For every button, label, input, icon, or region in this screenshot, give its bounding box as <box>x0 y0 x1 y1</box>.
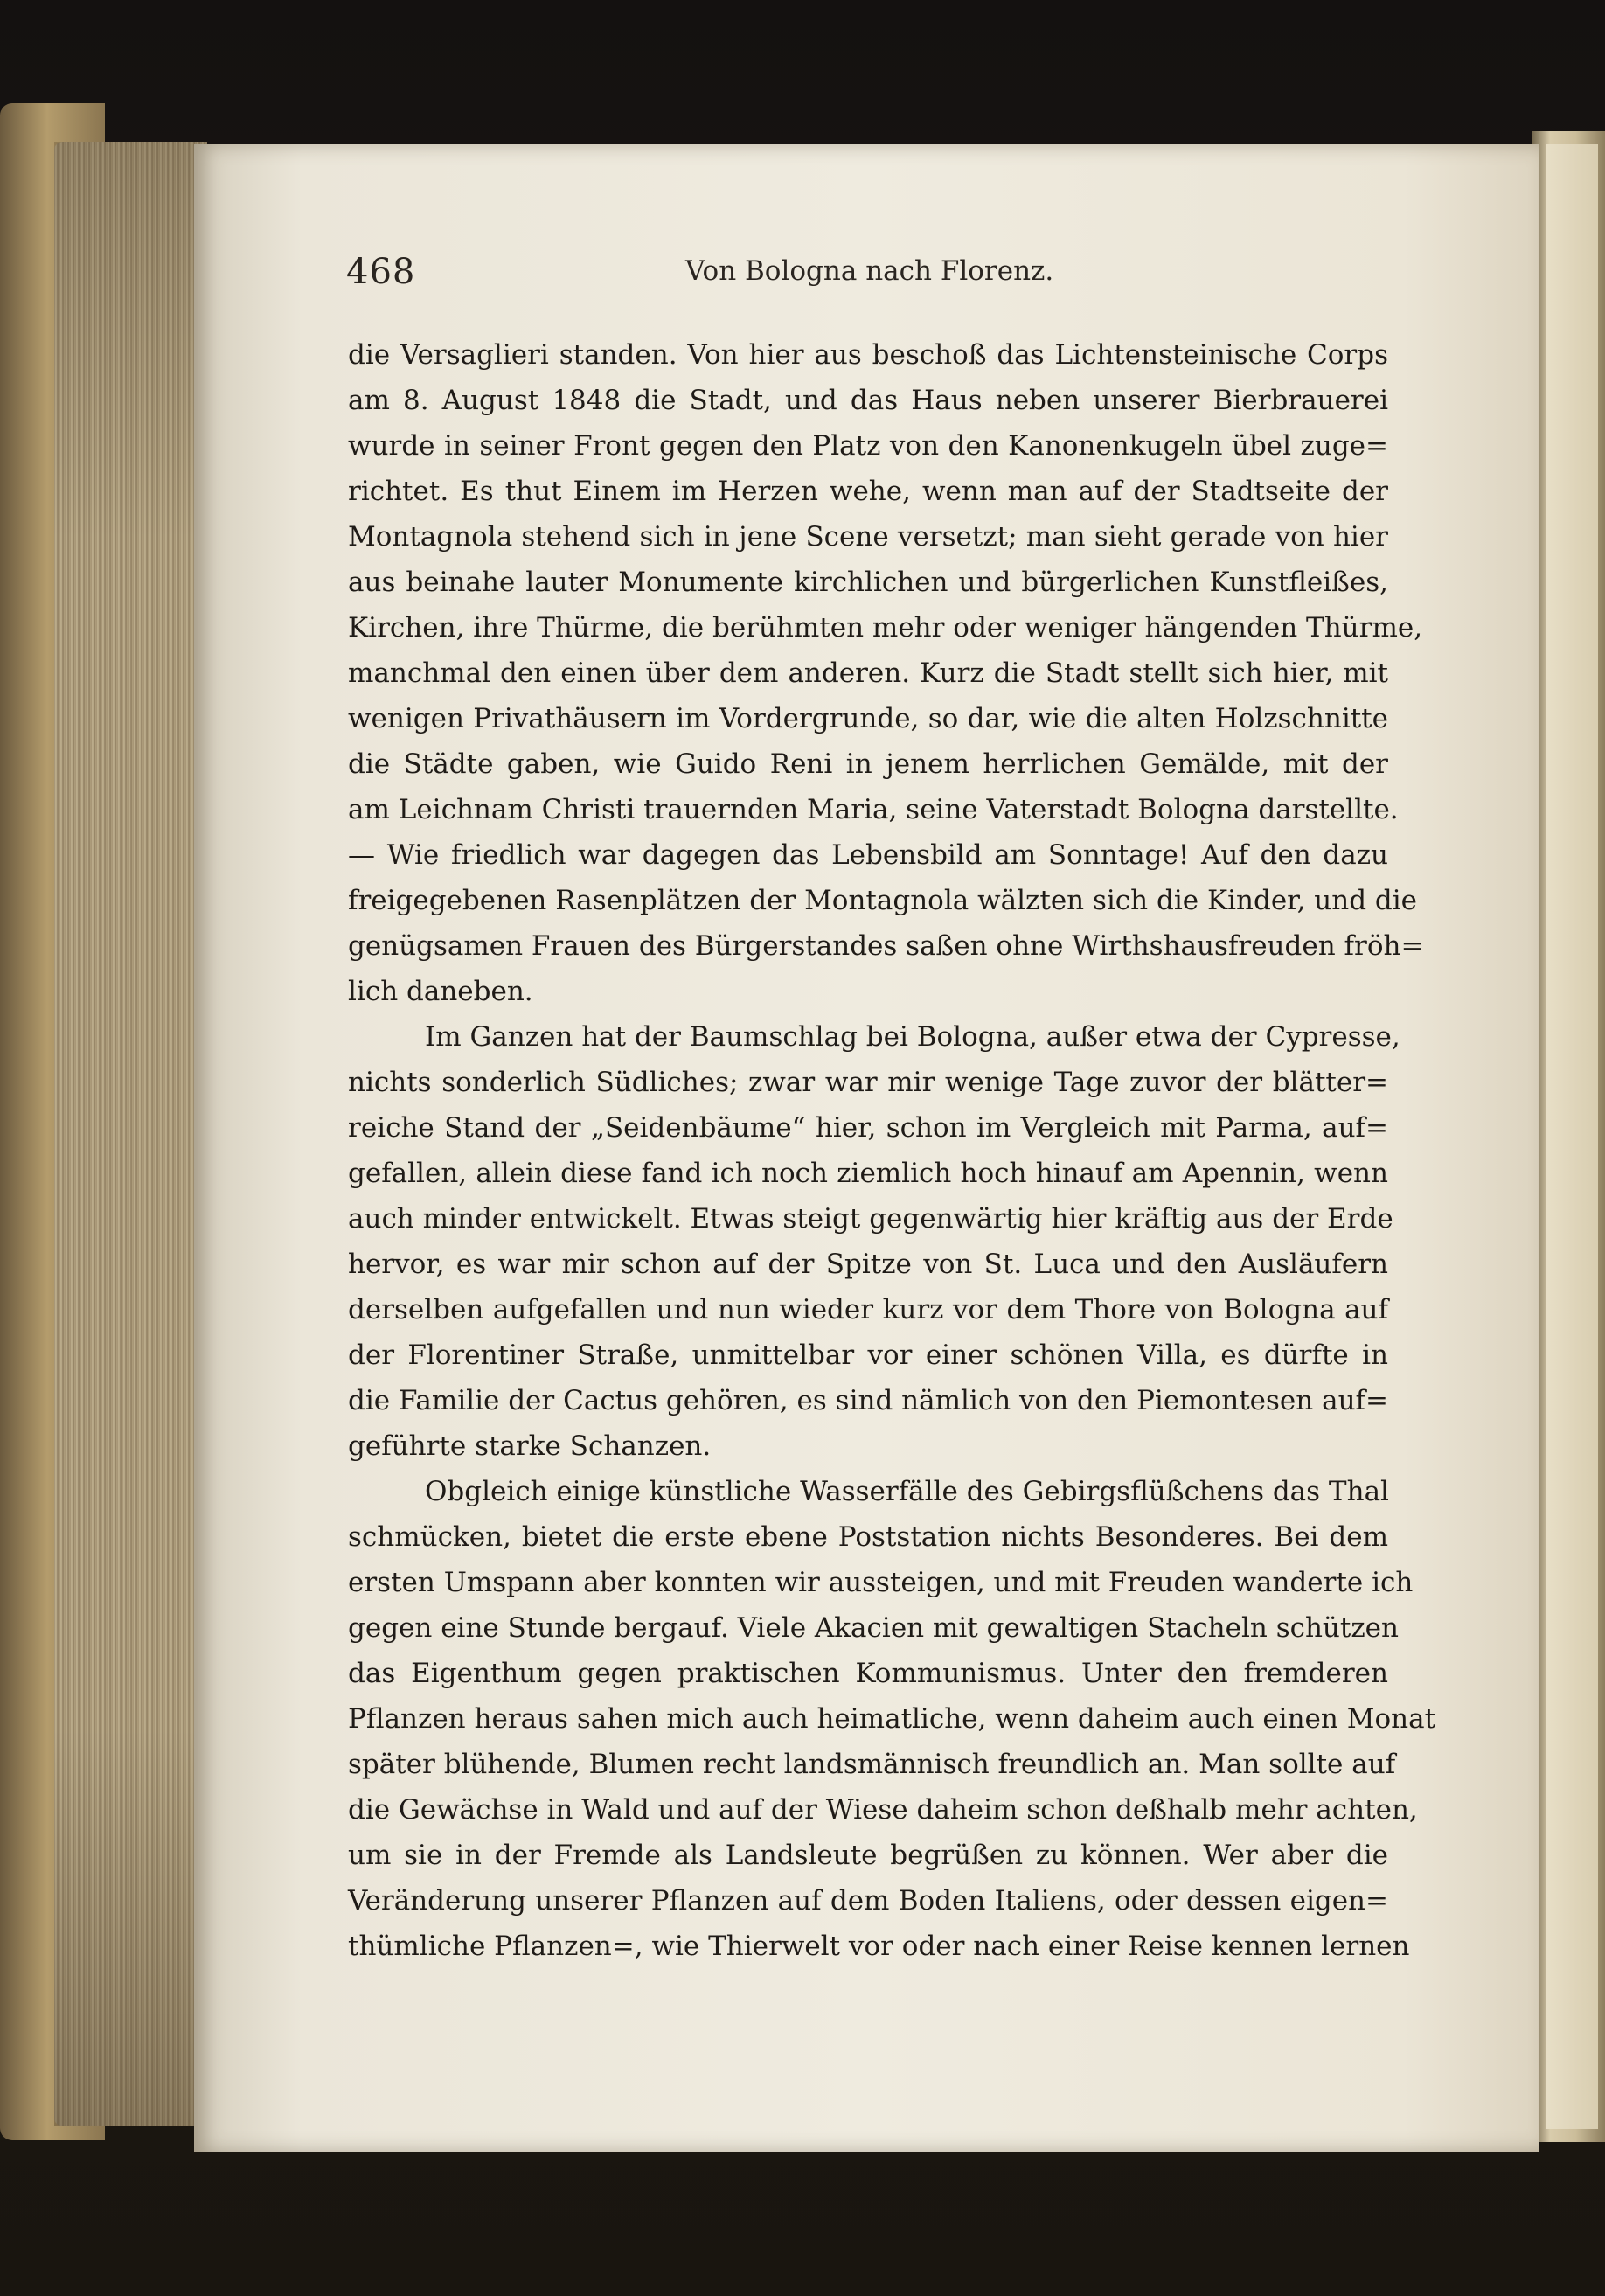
text-line: die Familie der Cactus gehören, es sind nämlich von den Piemontesen auf= <box>348 1385 1388 1416</box>
facing-page-sliver <box>1546 144 1598 2129</box>
text-line: am Leichnam Christi trauernden Maria, seine Vaterstadt Bologna darstellte. <box>348 794 1399 825</box>
text-line: Veränderung unserer Pflanzen auf dem Boden Italiens, oder dessen eigen= <box>348 1885 1388 1917</box>
text-line: Obgleich einige künstliche Wasserfälle des Gebirgsflüßchens das Thal <box>425 1476 1389 1507</box>
text-line: Im Ganzen hat der Baumschlag bei Bologna, außer etwa der Cypresse, <box>425 1021 1400 1053</box>
text-line: reiche Stand der „Seidenbäume“ hier, schon im Vergleich mit Parma, auf= <box>348 1112 1388 1144</box>
text-line: geführte starke Schanzen. <box>348 1430 712 1462</box>
text-line: Kirchen, ihre Thürme, die berühmten mehr oder weniger hängenden Thürme, <box>348 612 1423 644</box>
page-header <box>346 252 1054 304</box>
text-line: aus beinahe lauter Monumente kirchlichen und bürgerlichen Kunstfleißes, <box>348 567 1388 598</box>
text-line: gefallen, allein diese fand ich noch ziemlich hoch hinauf am Apennin, wenn <box>348 1158 1388 1189</box>
text-line: wenigen Privathäusern im Vordergrunde, so dar, wie die alten Holzschnitte <box>348 703 1388 734</box>
text-line: Pflanzen heraus sahen mich auch heimatliche, wenn daheim auch einen Monat <box>348 1703 1436 1735</box>
text-line: freigegebenen Rasenplätzen der Montagnola wälzten sich die Kinder, und die <box>348 885 1418 916</box>
text-line: ersten Umspann aber konnten wir aussteigen, und mit Freuden wanderte ich <box>348 1567 1414 1598</box>
text-line: hervor, es war mir schon auf der Spitze von St. Luca und den Ausläufern <box>348 1249 1388 1280</box>
text-line: wurde in seiner Front gegen den Platz von den Kanonenkugeln übel zuge= <box>348 430 1388 462</box>
text-line: manchmal den einen über dem anderen. Kurz die Stadt stellt sich hier, mit <box>348 657 1388 689</box>
text-line: die Gewächse in Wald und auf der Wiese daheim schon deßhalb mehr achten, <box>348 1794 1418 1826</box>
page-number: 468 <box>346 252 416 292</box>
text-line: genügsamen Frauen des Bürgerstandes saßen ohne Wirthshausfreuden fröh= <box>348 930 1424 962</box>
text-line: gegen eine Stunde bergauf. Viele Akacien mit gewaltigen Stacheln schützen <box>348 1612 1399 1644</box>
text-line: schmücken, bietet die erste ebene Poststation nichts Besonderes. Bei dem <box>348 1521 1388 1553</box>
text-line: lich daneben. <box>348 976 533 1007</box>
text-line: um sie in der Fremde als Landsleute begrüßen zu können. Wer aber die <box>348 1840 1388 1871</box>
text-line: richtet. Es thut Einem im Herzen wehe, wenn man auf der Stadtseite der <box>348 476 1388 507</box>
text-line: thümliche Pflanzen=, wie Thierwelt vor oder nach einer Reise kennen lernen <box>348 1931 1410 1962</box>
text-line: die Städte gaben, wie Guido Reni in jenem herrlichen Gemälde, mit der <box>348 748 1388 780</box>
text-line: — Wie friedlich war dagegen das Lebensbild am Sonntage! Auf den dazu <box>348 839 1388 871</box>
text-line: die Versaglieri standen. Von hier aus beschoß das Lichtensteinische Corps <box>348 339 1388 371</box>
running-head: Von Bologna nach Florenz. <box>685 255 1054 287</box>
text-line: auch minder entwickelt. Etwas steigt gegenwärtig hier kräftig aus der Erde <box>348 1203 1393 1235</box>
text-line: Montagnola stehend sich in jene Scene versetzt; man sieht gerade von hier <box>348 521 1388 553</box>
text-line: nichts sonderlich Südliches; zwar war mir wenige Tage zuvor der blätter= <box>348 1067 1388 1098</box>
text-line: das Eigenthum gegen praktischen Kommunismus. Unter den fremderen <box>348 1658 1388 1689</box>
stacked-page-edges <box>54 142 207 2126</box>
text-line: am 8. August 1848 die Stadt, und das Haus neben unserer Bierbrauerei <box>348 385 1388 416</box>
text-line: der Florentiner Straße, unmittelbar vor einer schönen Villa, es dürfte in <box>348 1339 1388 1371</box>
text-line: derselben aufgefallen und nun wieder kurz vor dem Thore von Bologna auf <box>348 1294 1388 1325</box>
text-line: später blühende, Blumen recht landsmännisch freundlich an. Man sollte auf <box>348 1749 1396 1780</box>
